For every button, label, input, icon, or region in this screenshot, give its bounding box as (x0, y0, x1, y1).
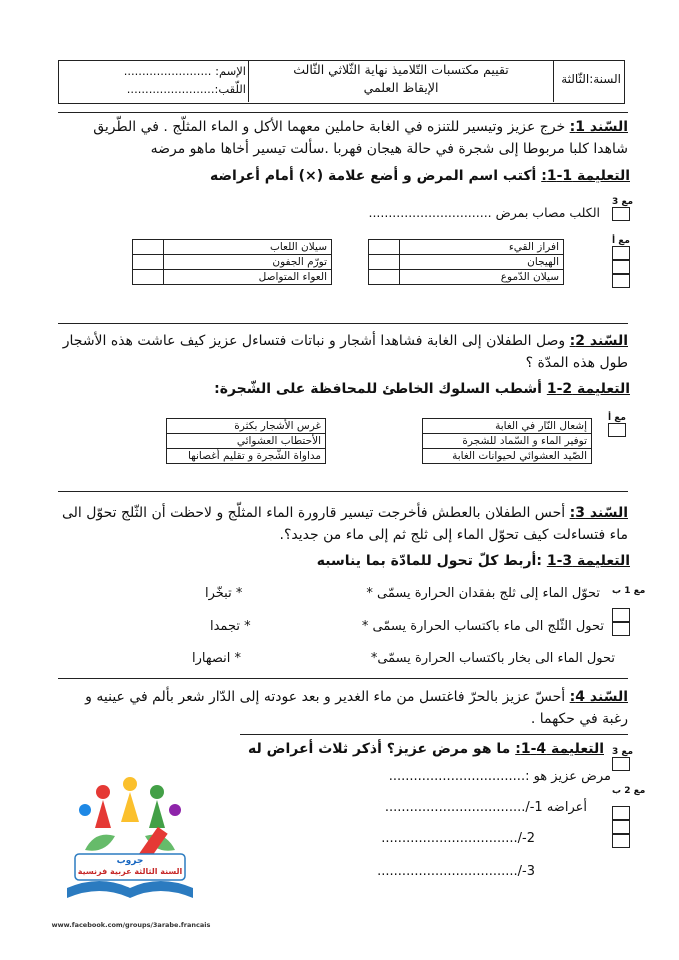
sanad-4 (58, 686, 628, 730)
score-box-1b-2 (612, 260, 630, 274)
check-cell[interactable] (133, 255, 164, 270)
instruction-1-2 (200, 381, 630, 397)
sanad-1-text: خرج عزيز وتيسير للتنزه في الغابة حاملين معهما الأكل و الماء المثلّج . في الطّريق شاهدا كلبا مربوطا إلى شجرة في حالة هيجان فهربا .سألت تيسير أخاها ماهو مرضه (93, 119, 628, 157)
header-divider-right (553, 60, 554, 102)
score-box-1b-1 (612, 246, 630, 260)
behaviour-cell[interactable]: إشعال النّار في الغابة (423, 419, 592, 434)
table-row (423, 449, 592, 464)
symptom-answer-3[interactable]: 3-/.................................. (377, 864, 535, 879)
sanad-3-label: السّند 3: (569, 505, 628, 521)
behaviour-cell[interactable]: توفير الماء و السّماد للشجرة (423, 434, 592, 449)
score-box-2 (608, 423, 626, 437)
table-row (167, 449, 326, 464)
behaviour-cell[interactable]: الصّيد العشوائي لحيوانات الغابة (423, 449, 592, 464)
score-box-4b-2 (612, 820, 630, 834)
behaviour-table-right (422, 418, 592, 464)
logo-url: www.facebook.com/groups/3arabe.francais (51, 921, 211, 929)
sanad-3-text: أحس الطفلان بالعطش فأخرجت تيسير قارورة الماء المثلّج و لاحظت أن الثّلج تحوّل الى ماء فتساءلت كيف تحوّل الماء إلى ثلج ثم إلى ماء من جديد؟. (61, 505, 628, 543)
match-right-1[interactable]: تحوّل الماء إلى ثلج بفقدان الحرارة يسمّى * (366, 586, 600, 601)
symptoms-table-right (368, 239, 564, 285)
symptom-answer-2[interactable]: 2-/................................. (381, 831, 535, 846)
table-row (369, 240, 564, 255)
instruction-1-4-text: ما هو مرض عزيز؟ أذكر ثلاث أعراض له (248, 741, 511, 757)
behaviour-cell[interactable]: غرس الأشجار بكثرة (167, 419, 326, 434)
disease-sentence: الكلب مصاب بمرض ............................... (368, 205, 600, 220)
check-cell[interactable] (369, 240, 400, 255)
symptom-cell: افراز القيء (400, 240, 564, 255)
instruction-1-3-text: :أربط كلّ تحول للمادّة بما يناسبه (316, 553, 542, 569)
check-cell[interactable] (369, 255, 400, 270)
surname-field: اللّقب:........................ (126, 82, 246, 96)
instruction-1-2-label: التعليمة 2-1 (546, 381, 630, 397)
score-box-3a (612, 608, 630, 622)
header-divider-left (248, 60, 249, 102)
level-label: السنة:الثّالثة (561, 72, 621, 86)
disease-answer[interactable]: مرض عزيز هو :................................. (388, 769, 611, 784)
table-row (133, 240, 332, 255)
symptom-answer-1[interactable]: أعراضه 1-/.................................. (384, 800, 587, 815)
behaviour-cell[interactable]: الأحتطاب العشوائي (167, 434, 326, 449)
symptom-cell: تورّم الجفون (164, 255, 332, 270)
divider-1 (58, 112, 628, 113)
instruction-1-4 (200, 741, 604, 757)
logo-line-1: جروب (116, 856, 144, 866)
score-box-4b-3 (612, 834, 630, 848)
score-label-1a: مع 3 (612, 197, 634, 207)
table-row (167, 419, 326, 434)
symptom-cell: سيلان الدّموع (400, 270, 564, 285)
sanad-3 (58, 502, 628, 546)
sanad-4-text: أحسّ عزيز بالحرّ فاغتسل من ماء الغدير و بعد عودته إلى الدّار شعر بألم في عينيه و رغبة في حكهما . (85, 689, 628, 727)
behaviour-table-left (166, 418, 326, 464)
check-cell[interactable] (133, 240, 164, 255)
symptom-cell: العواء المتواصل (164, 270, 332, 285)
sanad-2-label: السّند 2: (569, 333, 628, 349)
score-box-1a (612, 207, 630, 221)
symptoms-table-left (132, 239, 332, 285)
sanad-2-text: وصل الطفلان إلى الغابة فشاهدا أشجار و نباتات فتساءل عزيز كيف عاشت هذه الأشجار طول هذه المدّة ؟ (62, 333, 628, 371)
score-label-1b: مع أ (612, 236, 630, 246)
instruction-1-3 (200, 553, 630, 569)
table-row (133, 270, 332, 285)
divider-2 (58, 323, 628, 324)
table-row (167, 434, 326, 449)
symptom-cell: سيلان اللعاب (164, 240, 332, 255)
sanad-1 (58, 116, 628, 160)
table-row (369, 270, 564, 285)
sanad-4-label: السّند 4: (569, 689, 628, 705)
score-label-2: مع أ (608, 413, 626, 423)
check-cell[interactable] (133, 270, 164, 285)
match-left-2[interactable]: * تجمدا (210, 619, 251, 634)
subject-title: الإيقاظ العلمي (363, 80, 439, 95)
divider-4 (58, 678, 628, 679)
table-row (423, 434, 592, 449)
instruction-1-4-label: التعليمة 4-1: (515, 741, 604, 757)
instruction-1-1-label: التعليمة 1-1: (541, 168, 630, 184)
divider-5 (240, 734, 628, 735)
score-box-3b (612, 622, 630, 636)
symptom-cell: الهيجان (400, 255, 564, 270)
match-right-3[interactable]: تحول الماء الى بخار باكتساب الحرارة يسمّى* (370, 651, 615, 666)
behaviour-cell[interactable]: مداواة الشّجرة و تقليم أغصانها (167, 449, 326, 464)
match-left-1[interactable]: * تبخّرا (205, 586, 243, 601)
score-box-1b-3 (612, 274, 630, 288)
exam-title: تقييم مكتسبات التّلاميذ نهاية الثّلاثي الثّالث (293, 62, 509, 77)
score-label-4a: مع 3 (612, 747, 634, 757)
score-box-4a (612, 757, 630, 771)
group-logo (51, 770, 211, 930)
score-label-3: مع 1 ب (612, 586, 646, 596)
match-right-2[interactable]: تحول الثّلج الى ماء باكتساب الحرارة يسمّى * (361, 619, 604, 634)
table-row (133, 255, 332, 270)
table-row (423, 419, 592, 434)
score-label-4b: مع 2 ب (612, 786, 646, 796)
table-row (369, 255, 564, 270)
logo-graphic (55, 770, 205, 920)
instruction-1-2-text: أشطب السلوك الخاطئ للمحافظة على الشّجرة: (214, 381, 542, 397)
instruction-1-1-text: أكتب اسم المرض و أضع علامة (×) أمام أعراضه (210, 168, 537, 184)
divider-3 (58, 491, 628, 492)
sanad-2 (58, 330, 628, 374)
logo-line-2: السنة الثالثة عربية فرنسية (77, 867, 183, 876)
check-cell[interactable] (369, 270, 400, 285)
instruction-1-1 (200, 168, 630, 184)
name-field: الإسم: ........................ (123, 64, 246, 78)
sanad-1-label: السّند 1: (569, 119, 628, 135)
instruction-1-3-label: التعليمة 3-1 (546, 553, 630, 569)
match-left-3[interactable]: * انصهارا (192, 651, 241, 666)
score-box-4b-1 (612, 806, 630, 820)
